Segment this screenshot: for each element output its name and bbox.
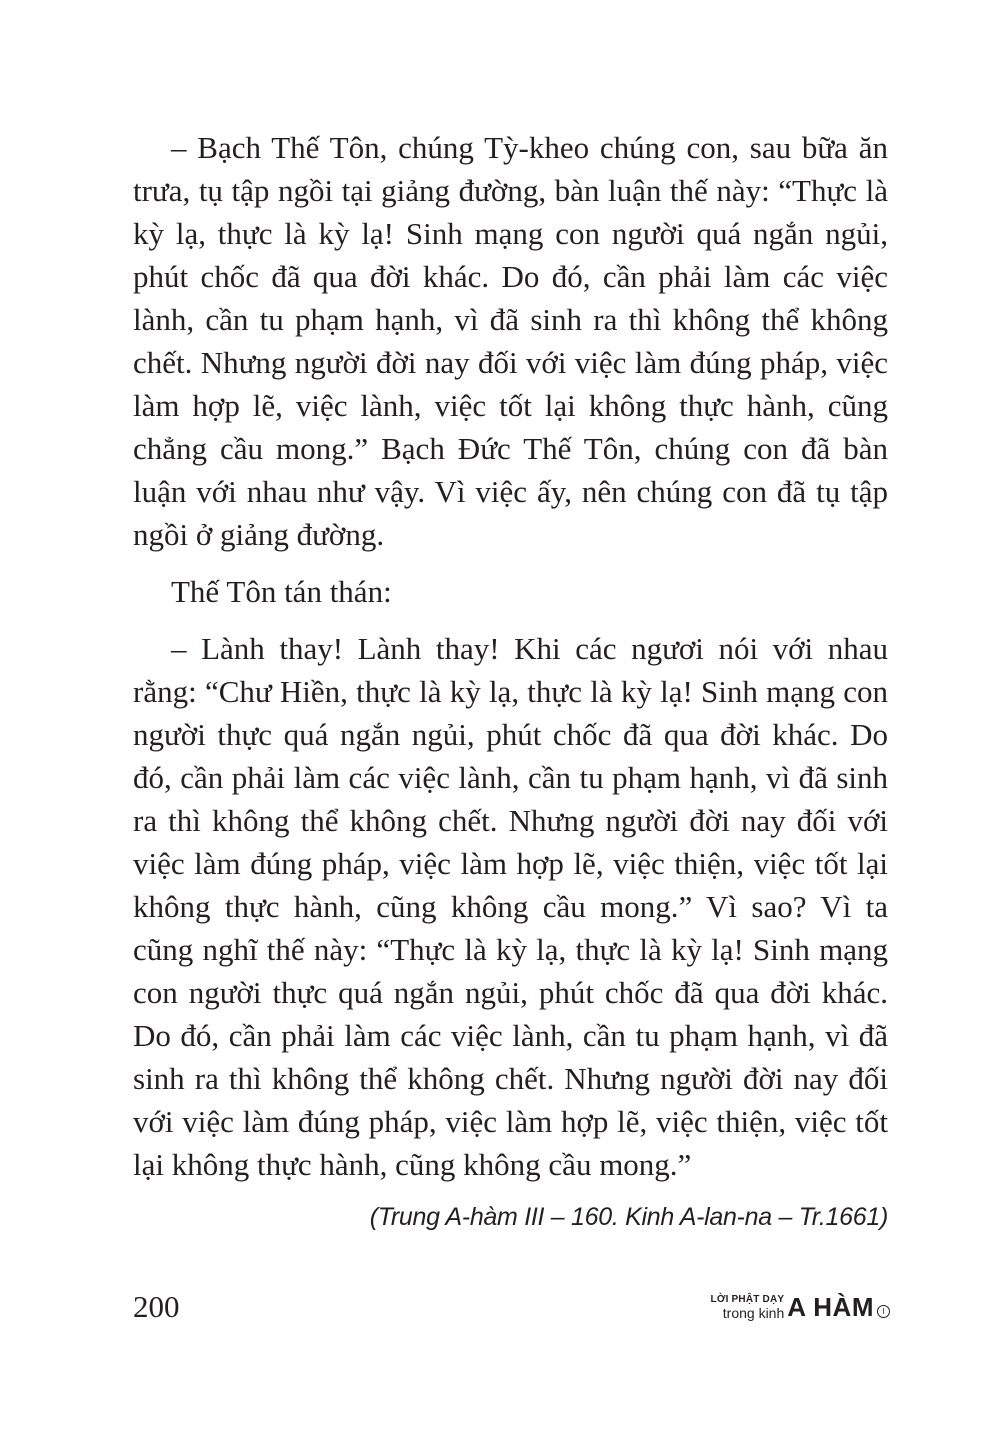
running-footer [711,1292,890,1323]
page-body [133,126,888,1234]
paragraph: – Lành thay! Lành thay! Khi các ngươi nói với nhau rằng: “Chư Hiền, thực là kỳ lạ, thực là kỳ lạ! Sinh mạng con người thực quá ngắn ngủi, phút chốc đã qua đời khác. Do đó, cần phải làm các việc lành, cần tu phạm hạnh, vì đã sinh ra thì không thể không chết. Nhưng người đời nay đối với việc làm đúng pháp, việc làm hợp lẽ, việc thiện, việc tốt lại không thực hành, cũng không cầu mong.” Vì sao? Vì ta cũng nghĩ thế này: “Thực là kỳ lạ, thực là kỳ lạ! Sinh mạng con người thực quá ngắn ngủi, phút chốc đã qua đời khác. Do đó, cần phải làm các việc lành, cần tu phạm hạnh, vì đã sinh ra thì không thể không chết. Nhưng người đời nay đối với việc làm đúng pháp, việc làm hợp lẽ, việc thiện, việc tốt lại không thực hành, cũng không cầu mong.” [133,631,888,1182]
volume-badge: I [877,1305,890,1318]
page-number: 200 [133,1289,180,1324]
paragraph: Thế Tôn tán thán: [171,574,392,609]
series-line-2: trong kinh [722,1305,785,1321]
citation: (Trung A-hàm III – 160. Kinh A-lan-na – Tr.1661) [369,1203,888,1231]
series-subtitle [711,1295,785,1320]
series-title: A HÀM [787,1292,874,1322]
series-line-1: LỜI PHẬT DẠY [710,1294,785,1305]
paragraph: – Bạch Thế Tôn, chúng Tỳ-kheo chúng con, sau bữa ăn trưa, tụ tập ngồi tại giảng đường, bàn luận thế này: “Thực là kỳ lạ, thực là kỳ lạ! Sinh mạng con người quá ngắn ngủi, phút chốc đã qua đời khác. Do đó, cần phải làm các việc lành, cần tu phạm hạnh, vì đã sinh ra thì không thể không chết. Nhưng người đời nay đối với việc làm đúng pháp, việc làm hợp lẽ, việc lành, việc tốt lại không thực hành, cũng chẳng cầu mong.” Bạch Đức Thế Tôn, chúng con đã bàn luận với nhau như vậy. Vì việc ấy, nên chúng con đã tụ tập ngồi ở giảng đường. [133,130,888,552]
